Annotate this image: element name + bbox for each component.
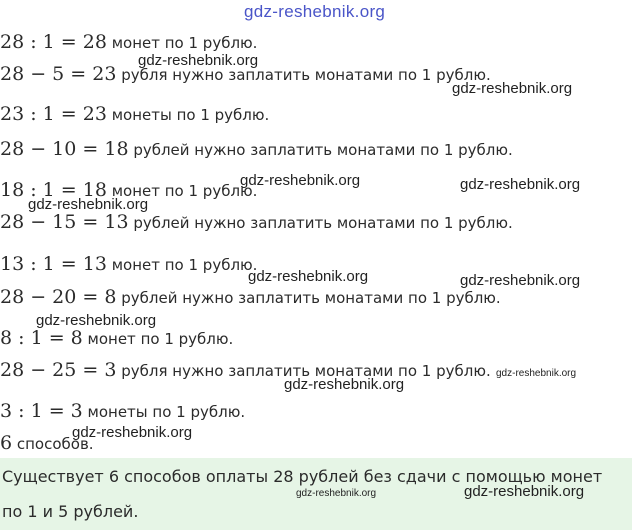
line-text: рублей нужно заплатить монатами по 1 рублю. xyxy=(133,214,513,232)
watermark: gdz-reshebnik.org xyxy=(460,272,581,289)
watermark: gdz-reshebnik.org xyxy=(28,196,149,213)
line-text: способов. xyxy=(16,435,94,453)
watermark: gdz-reshebnik.org xyxy=(138,52,259,69)
math-expression: 6 xyxy=(0,432,13,454)
math-expression: 28 − 10 = 18 xyxy=(0,138,129,160)
math-expression: 3 : 1 = 3 xyxy=(0,400,83,422)
watermark: gdz-reshebnik.org xyxy=(460,176,581,193)
solution-line xyxy=(0,287,501,308)
solution-line xyxy=(0,254,257,275)
line-text: монеты по 1 рублю. xyxy=(111,106,270,124)
answer-line-2: по 1 и 5 рублей. xyxy=(2,502,139,521)
line-text: монет по 1 рублю. xyxy=(111,182,258,200)
line-text: монет по 1 рублю. xyxy=(111,256,258,274)
line-text: монет по 1 рублю. xyxy=(87,330,234,348)
math-expression: 8 : 1 = 8 xyxy=(0,327,83,349)
line-text: рублей нужно заплатить монатами по 1 рублю. xyxy=(133,141,513,159)
line-text: монет по 1 рублю. xyxy=(111,34,258,52)
line-text: рублей нужно заплатить монатами по 1 рублю. xyxy=(121,289,501,307)
math-expression: 23 : 1 = 23 xyxy=(0,103,107,125)
line-text: рубля нужно заплатить монатами по 1 рублю. xyxy=(121,362,491,380)
watermark: gdz-reshebnik.org xyxy=(248,268,369,285)
watermark: gdz-reshebnik.org xyxy=(452,80,573,97)
watermark: gdz-reshebnik.org xyxy=(240,172,361,189)
math-expression: 13 : 1 = 13 xyxy=(0,253,107,275)
math-expression: 18 : 1 = 18 xyxy=(0,179,107,201)
math-expression: 28 − 20 = 8 xyxy=(0,286,117,308)
watermark: gdz-reshebnik.org xyxy=(36,312,157,329)
solution-line xyxy=(0,64,491,85)
solution-line xyxy=(0,32,257,53)
watermark: gdz-reshebnik.org xyxy=(284,376,405,393)
solution-line xyxy=(0,212,513,233)
line-text: рубля нужно заплатить монатами по 1 рублю. xyxy=(121,66,491,84)
solution-line xyxy=(0,328,233,349)
line-text: монеты по 1 рублю. xyxy=(87,403,246,421)
math-expression: 28 : 1 = 28 xyxy=(0,31,107,53)
math-expression: 28 − 5 = 23 xyxy=(0,63,117,85)
solution-line xyxy=(0,139,513,160)
watermark: gdz-reshebnik.org xyxy=(464,483,585,500)
math-expression: 28 − 25 = 3 xyxy=(0,359,117,381)
answer-box xyxy=(0,458,632,530)
watermark: gdz-reshebnik.org xyxy=(72,424,193,441)
answer-line-1: Существует 6 способов оплаты 28 рублей без сдачи с помощью монет xyxy=(2,467,603,486)
solution-line xyxy=(0,360,491,381)
solution-line xyxy=(0,401,245,422)
solution-line xyxy=(0,104,269,125)
watermark: gdz-reshebnik.org xyxy=(296,488,377,499)
math-expression: 28 − 15 = 13 xyxy=(0,211,129,233)
watermark-top: gdz-reshebnik.org xyxy=(244,2,386,21)
watermark: gdz-reshebnik.org xyxy=(496,368,577,379)
